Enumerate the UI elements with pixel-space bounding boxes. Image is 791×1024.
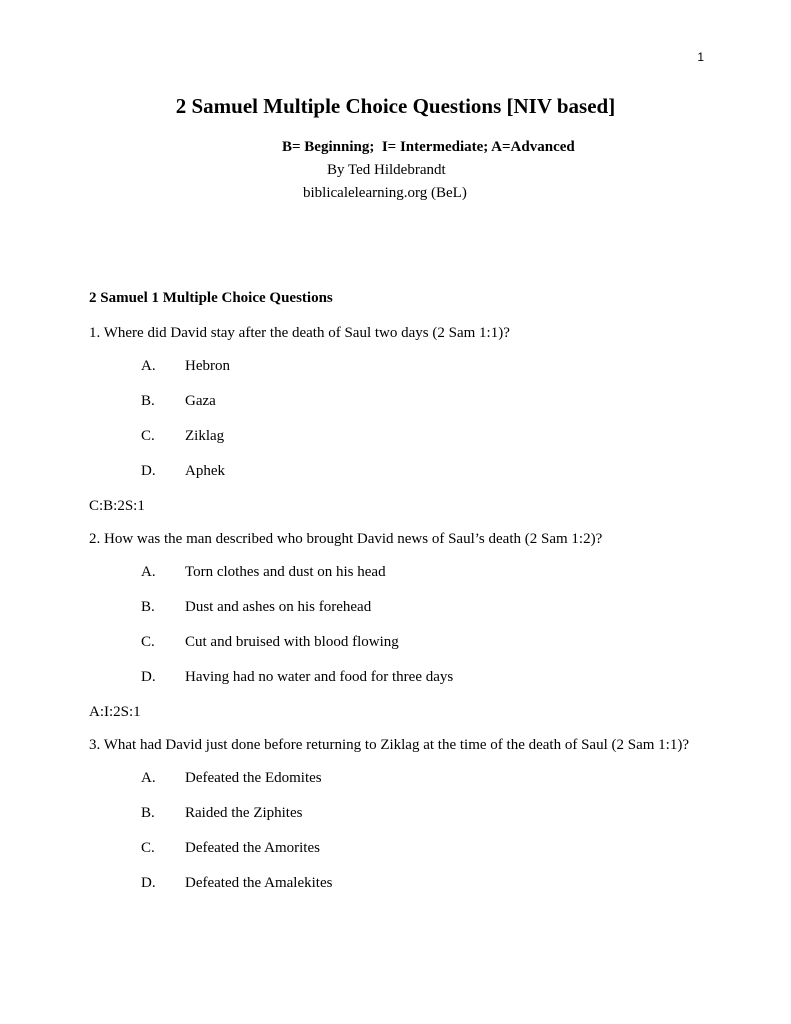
document-title: 2 Samuel Multiple Choice Questions [NIV based]: [175, 94, 616, 118]
option-text: Hebron: [185, 358, 230, 374]
option-item: [89, 356, 709, 376]
option-letter: D.: [141, 669, 156, 685]
question-list: [89, 288, 709, 908]
option-list: [89, 768, 709, 893]
option-text: Dust and ashes on his forehead: [185, 599, 372, 615]
option-text: Ziklag: [185, 428, 225, 444]
question-text: 3. What had David just done before returning to Ziklag at the time of the death of Saul (2 Sam 1:1)?: [89, 737, 689, 753]
option-text: Defeated the Amorites: [185, 840, 320, 856]
section-heading: 2 Samuel 1 Multiple Choice Questions: [89, 290, 333, 306]
question-text: 1. Where did David stay after the death of Saul two days (2 Sam 1:1)?: [89, 325, 510, 341]
option-item: [89, 461, 709, 481]
option-item: [89, 562, 709, 582]
option-letter: D.: [141, 875, 156, 891]
option-item: [89, 426, 709, 446]
option-text: Raided the Ziphites: [185, 805, 303, 821]
option-letter: B.: [141, 805, 155, 821]
option-text: Gaza: [185, 393, 216, 409]
option-item: [89, 873, 709, 893]
option-letter: B.: [141, 599, 155, 615]
website-line: biblicalelearning.org (BeL): [303, 185, 467, 201]
option-item: [89, 632, 709, 652]
option-list: [89, 356, 709, 481]
option-text: Defeated the Amalekites: [185, 875, 333, 891]
answer-key: C:B:2S:1: [89, 498, 145, 514]
option-letter: B.: [141, 393, 155, 409]
option-letter: A.: [141, 770, 156, 786]
option-item: [89, 597, 709, 617]
option-letter: D.: [141, 463, 156, 479]
option-list: [89, 562, 709, 687]
option-item: [89, 768, 709, 788]
option-letter: A.: [141, 564, 156, 580]
question-text: 2. How was the man described who brought David news of Saul’s death (2 Sam 1:2)?: [89, 531, 603, 547]
option-letter: C.: [141, 840, 155, 856]
option-letter: A.: [141, 358, 156, 374]
option-text: Having had no water and food for three days: [185, 669, 454, 685]
option-text: Defeated the Edomites: [185, 770, 322, 786]
page-number: 1: [697, 50, 704, 64]
option-item: [89, 667, 709, 687]
difficulty-legend: B= Beginning; I= Intermediate; A=Advanced: [282, 139, 575, 155]
option-text: Torn clothes and dust on his head: [185, 564, 386, 580]
option-item: [89, 391, 709, 411]
option-text: Cut and bruised with blood flowing: [185, 634, 399, 650]
author-line: By Ted Hildebrandt: [327, 162, 446, 178]
option-letter: C.: [141, 634, 155, 650]
option-item: [89, 803, 709, 823]
option-letter: C.: [141, 428, 155, 444]
option-item: [89, 838, 709, 858]
option-text: Aphek: [185, 463, 225, 479]
answer-key: A:I:2S:1: [89, 704, 141, 720]
